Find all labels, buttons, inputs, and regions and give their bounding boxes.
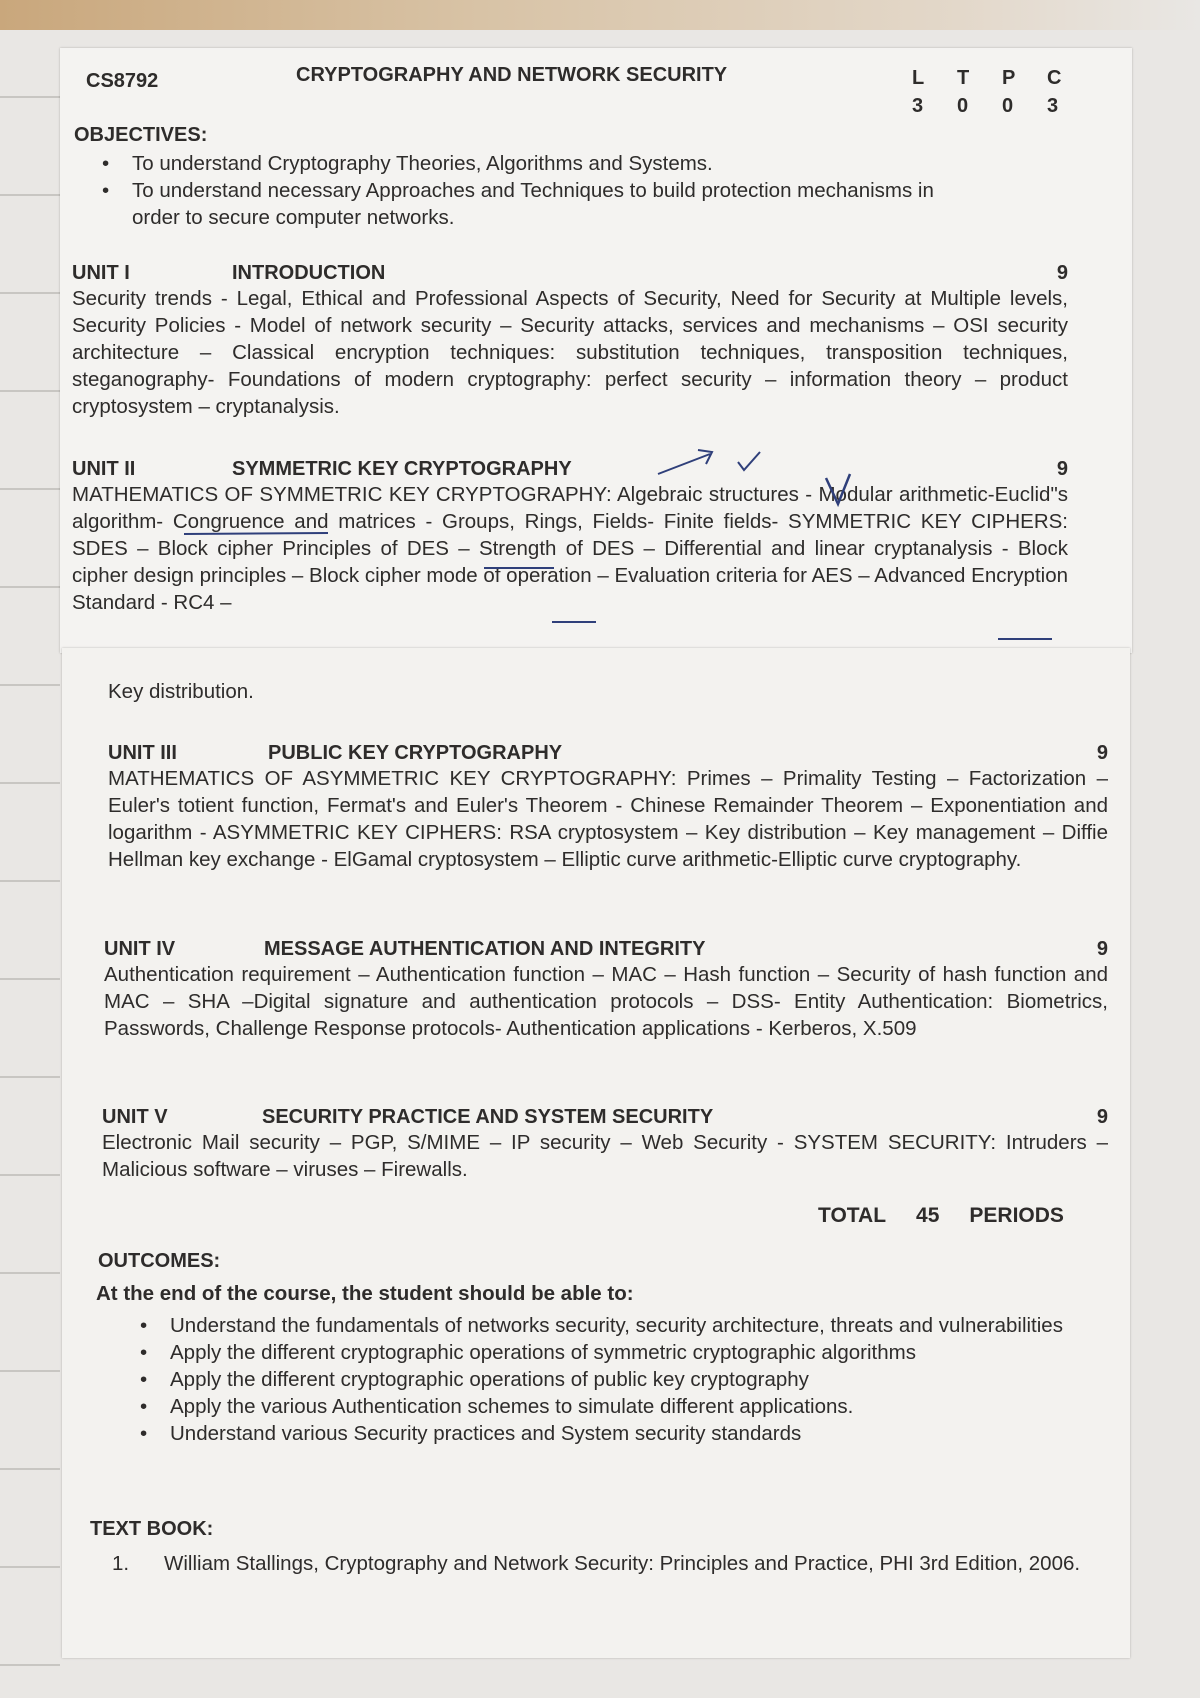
unit-3-title: PUBLIC KEY CRYPTOGRAPHY: [268, 742, 563, 764]
ltpc-label-t: T: [957, 67, 970, 89]
page-top-edge: [0, 0, 1200, 30]
total-value: 45: [916, 1204, 940, 1227]
outcomes-list: [134, 1312, 1114, 1447]
underline-euclid: [182, 528, 332, 538]
course-code: CS8792: [86, 70, 159, 92]
textbook-item-text: William Stallings, Cryptography and Network Security: Principles and Practice, PHI 3rd Edition, 2006.: [164, 1552, 1081, 1575]
total-periods: [818, 1204, 1064, 1228]
outcome-item: • Understand the fundamentals of networks security, security architecture, threats and vulnerabilities: [134, 1312, 1114, 1339]
outcomes-heading: OUTCOMES:: [98, 1250, 221, 1272]
ltpc-table: [912, 64, 1092, 120]
unit-4-number: UNIT IV: [104, 938, 176, 960]
course-title: CRYPTOGRAPHY AND NETWORK SECURITY: [296, 64, 728, 86]
ltpc-value-p: 0: [1002, 95, 1014, 117]
unit-3: [108, 742, 1108, 873]
unit-4-hours: 9: [1096, 938, 1108, 960]
unit-2-content: MATHEMATICS OF SYMMETRIC KEY CRYPTOGRAPHY: Algebraic structures - Modular arithmetic-Euclid"s algorithm- Congruence and matrices - Groups, Rings, Fields- Finite fields- SYMMETRIC KEY CIPHERS: SDES – Block cipher Principles of DES – Strength of DES – Differential and linear cryptanalysis - Block cipher design principles – Block cipher mode of operation – Evaluation criteria for AES – Advanced Encryption Standard - RC4 –: [72, 483, 1068, 614]
ltpc-label-p: P: [1002, 67, 1016, 89]
underline-aes: [550, 618, 600, 626]
objective-item: • To understand Cryptography Theories, Algorithms and Systems.: [96, 150, 946, 177]
total-label: TOTAL: [818, 1204, 887, 1227]
total-unit: PERIODS: [969, 1204, 1064, 1227]
unit-5: [102, 1106, 1108, 1183]
outcome-item: • Apply the various Authentication schemes to simulate different applications.: [134, 1393, 1114, 1420]
unit-3-content: MATHEMATICS OF ASYMMETRIC KEY CRYPTOGRAPHY: Primes – Primality Testing – Factorization – Euler's totient function, Fermat's and Euler's Theorem - Chinese Remainder Theorem – Exponentiation and logarithm - ASYMMETRIC KEY CIPHERS: RSA cryptosystem – Key distribution – Key management – Diffie Hellman key exchange - ElGamal cryptosystem – Elliptic curve arithmetic-Elliptic curve cryptography.: [108, 767, 1108, 871]
outcome-item: • Apply the different cryptographic operations of symmetric cryptographic algorithms: [134, 1339, 1114, 1366]
textbook-item-index: 1.: [112, 1552, 130, 1575]
unit-1: [72, 262, 1068, 420]
outcome-item: • Understand various Security practices and System security standards: [134, 1420, 1114, 1447]
objective-item: • To understand necessary Approaches and Techniques to build protection mechanisms in order to secure computer networks.: [96, 177, 946, 231]
pen-annotation-tick: [820, 470, 880, 510]
underline-rc4: [996, 634, 1056, 644]
unit-3-number: UNIT III: [108, 742, 177, 764]
notebook-edge: [0, 0, 60, 1698]
unit-5-content: Electronic Mail security – PGP, S/MIME – IP security – Web Security - SYSTEM SECURITY: Intruders – Malicious software – viruses – Firewalls.: [102, 1131, 1108, 1181]
unit-2-hours: 9: [1056, 458, 1068, 480]
unit-4-content: Authentication requirement – Authentication function – MAC – Hash function – Security of hash function and MAC – SHA –Digital signature and authentication protocols – DSS- Entity Authentication: Biometrics, Passwords, Challenge Response protocols- Authentication applications - Kerberos, X.509: [104, 963, 1108, 1040]
unit-5-number: UNIT V: [102, 1106, 168, 1128]
unit-3-hours: 9: [1096, 742, 1108, 764]
objectives-heading: OBJECTIVES:: [74, 124, 208, 146]
outcomes-intro: At the end of the course, the student should be able to:: [96, 1282, 634, 1305]
ltpc-label-c: C: [1047, 67, 1062, 89]
unit-4-title: MESSAGE AUTHENTICATION AND INTEGRITY: [264, 938, 706, 960]
ltpc-label-l: L: [912, 67, 925, 89]
pen-annotation-arrow: [650, 440, 770, 480]
unit-2-number: UNIT II: [72, 458, 136, 480]
textbook-heading: TEXT BOOK:: [90, 1518, 214, 1540]
objectives-list: [96, 150, 946, 231]
ltpc-value-c: 3: [1047, 95, 1059, 117]
unit-1-title: INTRODUCTION: [232, 262, 386, 284]
unit-4: [104, 938, 1108, 1042]
ltpc-value-l: 3: [912, 95, 924, 117]
textbook-item: [112, 1550, 1112, 1577]
unit-5-hours: 9: [1096, 1106, 1108, 1128]
unit-1-number: UNIT I: [72, 262, 130, 284]
unit-1-hours: 9: [1056, 262, 1068, 284]
unit-2-title: SYMMETRIC KEY CRYPTOGRAPHY: [232, 458, 572, 480]
unit-5-title: SECURITY PRACTICE AND SYSTEM SECURITY: [262, 1106, 714, 1128]
unit-2-continuation: Key distribution.: [108, 680, 254, 703]
outcome-item: • Apply the different cryptographic operations of public key cryptography: [134, 1366, 1114, 1393]
underline-sdes: [482, 564, 558, 572]
unit-1-content: Security trends - Legal, Ethical and Professional Aspects of Security, Need for Security at Multiple levels, Security Policies - Model of network security – Security attacks, services and mechanisms – OSI security architecture – Classical encryption techniques: substitution techniques, transposition techniques, steganography- Foundations of modern cryptography: perfect security – information theory – product cryptosystem – cryptanalysis.: [72, 287, 1068, 418]
ltpc-value-t: 0: [957, 95, 969, 117]
